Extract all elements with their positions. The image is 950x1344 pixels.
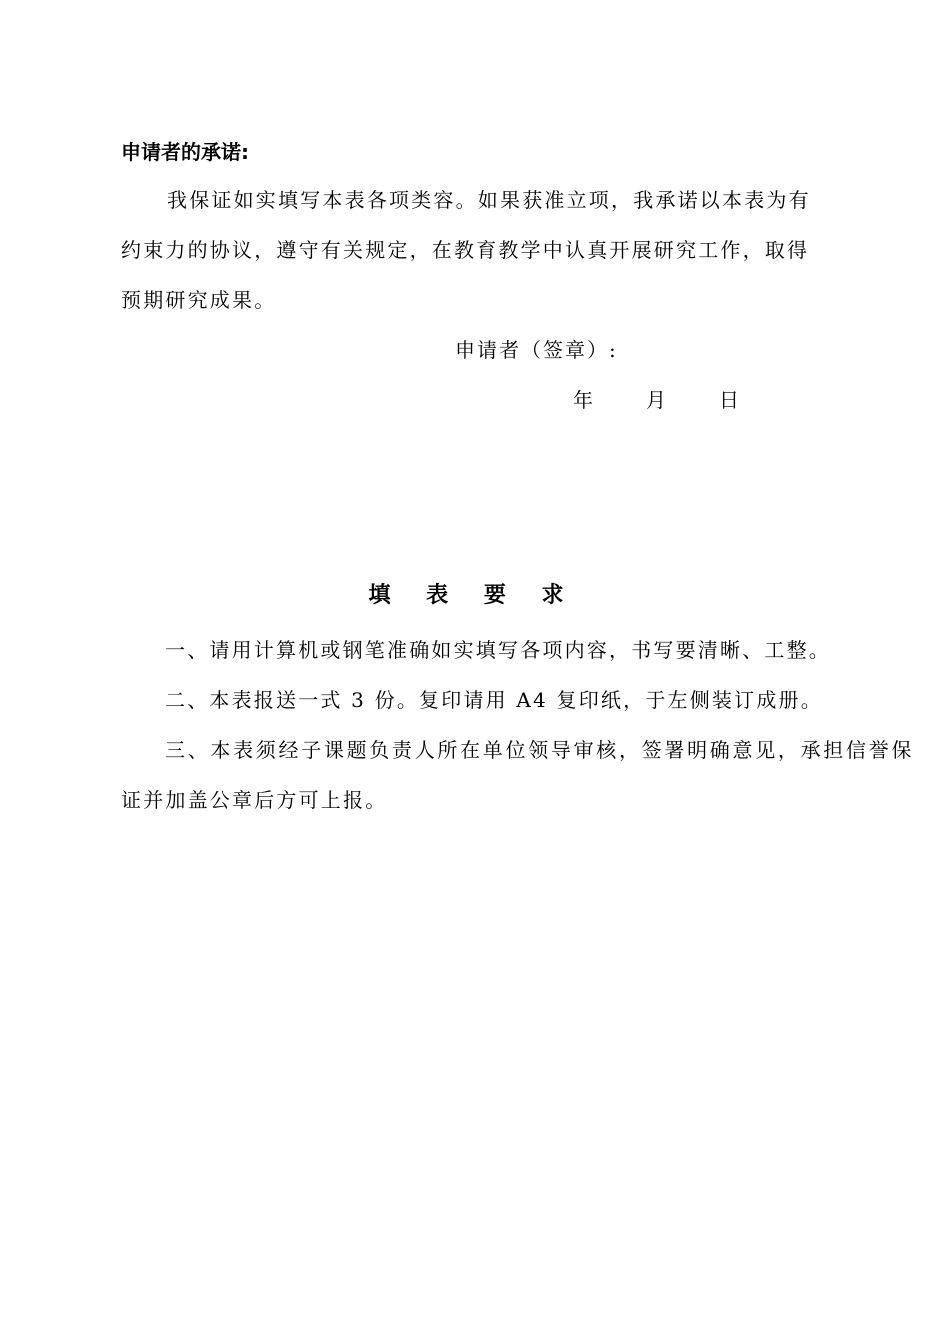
date-year-label: 年 [573,388,593,412]
date-month-label: 月 [646,388,666,412]
signature-label: 申请者（签章）: [455,338,618,362]
promise-text-line: 约束力的协议，遵守有关规定，在教育教学中认真开展研究工作，取得 [121,238,810,262]
requirement-line: 二、本表报送一式 3 份。复印请用 A4 复印纸，于左侧装订成册。 [165,688,823,712]
date-day-label: 日 [719,388,739,412]
promise-text-line: 我保证如实填写本表各项类容。如果获准立项，我承诺以本表为有 [167,188,811,212]
date-row [573,388,739,412]
requirement-line: 一、请用计算机或钢笔准确如实填写各项内容，书写要清晰、工整。 [165,638,831,662]
promise-title: 申请者的承诺: [121,140,249,164]
promise-text-line: 预期研究成果。 [121,288,277,312]
requirement-line: 三、本表须经子课题负责人所在单位领导审核，签署明确意见，承担信誉保 [165,738,915,762]
requirements-title: 填 表 要 求 [368,583,578,608]
requirement-line: 证并加盖公章后方可上报。 [121,788,388,812]
